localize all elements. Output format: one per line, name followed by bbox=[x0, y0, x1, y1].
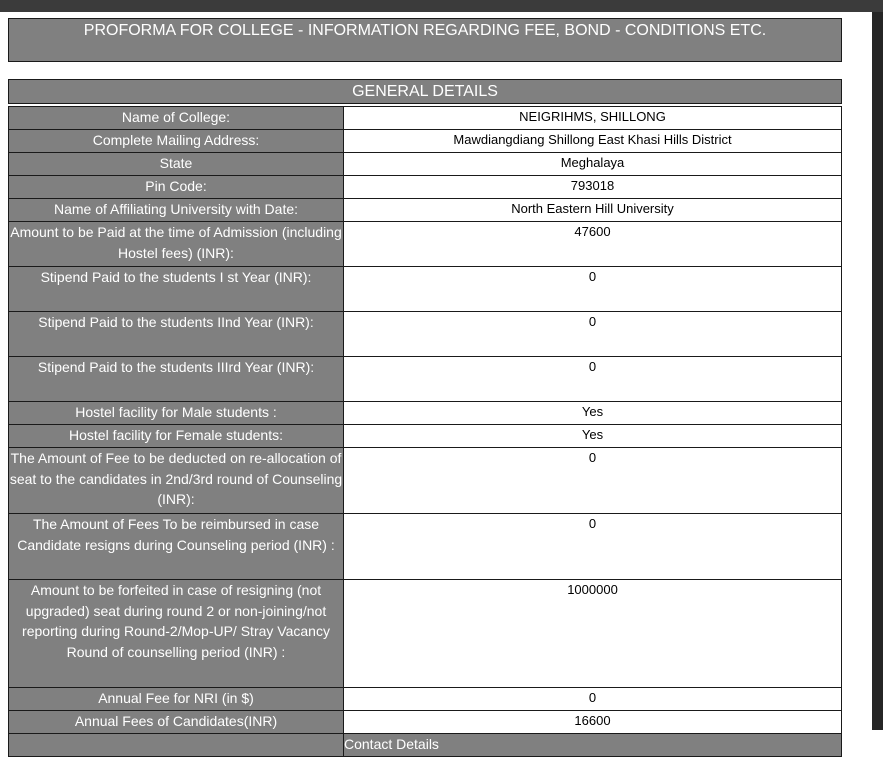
general-details-table bbox=[8, 106, 842, 757]
row-label: Name of College: bbox=[9, 107, 344, 130]
table-row bbox=[9, 107, 842, 130]
row-label: The Amount of Fees To be reimbursed in case Candidate resigns during Counseling period (INR) : bbox=[9, 514, 344, 580]
table-row bbox=[9, 448, 842, 514]
table-row bbox=[9, 130, 842, 153]
row-label: Complete Mailing Address: bbox=[9, 130, 344, 153]
row-label: Hostel facility for Male students : bbox=[9, 402, 344, 425]
row-value: 0 bbox=[344, 688, 842, 711]
browser-right-band bbox=[872, 12, 883, 730]
row-label: Annual Fee for NRI (in $) bbox=[9, 688, 344, 711]
row-value: 47600 bbox=[344, 222, 842, 267]
row-label: The Amount of Fee to be deducted on re-allocation of seat to the candidates in 2nd/3rd round of Counseling (INR): bbox=[9, 448, 344, 514]
row-value: 793018 bbox=[344, 176, 842, 199]
title-section-spacer bbox=[8, 62, 842, 79]
row-label: Hostel facility for Female students: bbox=[9, 425, 344, 448]
page-title: PROFORMA FOR COLLEGE - INFORMATION REGARDING FEE, BOND - CONDITIONS ETC. bbox=[8, 18, 842, 62]
contact-details-blank-cell bbox=[9, 734, 344, 757]
contact-details-row bbox=[9, 734, 842, 757]
row-value: 0 bbox=[344, 448, 842, 514]
row-value: North Eastern Hill University bbox=[344, 199, 842, 222]
row-value: Meghalaya bbox=[344, 153, 842, 176]
table-row bbox=[9, 514, 842, 580]
table-row bbox=[9, 312, 842, 357]
table-row bbox=[9, 267, 842, 312]
row-value: 0 bbox=[344, 267, 842, 312]
table-row bbox=[9, 357, 842, 402]
table-row bbox=[9, 176, 842, 199]
row-value: NEIGRIHMS, SHILLONG bbox=[344, 107, 842, 130]
table-row bbox=[9, 199, 842, 222]
row-value: Yes bbox=[344, 402, 842, 425]
proforma-document bbox=[8, 18, 842, 757]
row-value: Yes bbox=[344, 425, 842, 448]
table-row bbox=[9, 153, 842, 176]
row-value: 0 bbox=[344, 514, 842, 580]
row-label: Stipend Paid to the students I st Year (INR): bbox=[9, 267, 344, 312]
row-label: Stipend Paid to the students IInd Year (INR): bbox=[9, 312, 344, 357]
row-label: Annual Fees of Candidates(INR) bbox=[9, 711, 344, 734]
table-row bbox=[9, 402, 842, 425]
row-value: 0 bbox=[344, 357, 842, 402]
table-row bbox=[9, 425, 842, 448]
row-value: 0 bbox=[344, 312, 842, 357]
row-label: Amount to be forfeited in case of resigning (not upgraded) seat during round 2 or non-joining/not reporting during Round-2/Mop-UP/ Stray Vacancy Round of counselling period (INR) : bbox=[9, 580, 344, 688]
row-value: 1000000 bbox=[344, 580, 842, 688]
table-row bbox=[9, 580, 842, 688]
row-value: Mawdiangdiang Shillong East Khasi Hills District bbox=[344, 130, 842, 153]
row-label: State bbox=[9, 153, 344, 176]
table-row bbox=[9, 222, 842, 267]
section-header-general-details: GENERAL DETAILS bbox=[8, 79, 842, 104]
row-label: Amount to be Paid at the time of Admission (including Hostel fees) (INR): bbox=[9, 222, 344, 267]
contact-details-header: Contact Details bbox=[344, 734, 842, 757]
table-row bbox=[9, 688, 842, 711]
row-label: Stipend Paid to the students IIIrd Year (INR): bbox=[9, 357, 344, 402]
row-label: Name of Affiliating University with Date: bbox=[9, 199, 344, 222]
row-label: Pin Code: bbox=[9, 176, 344, 199]
table-row bbox=[9, 711, 842, 734]
browser-top-band bbox=[0, 0, 883, 12]
row-value: 16600 bbox=[344, 711, 842, 734]
